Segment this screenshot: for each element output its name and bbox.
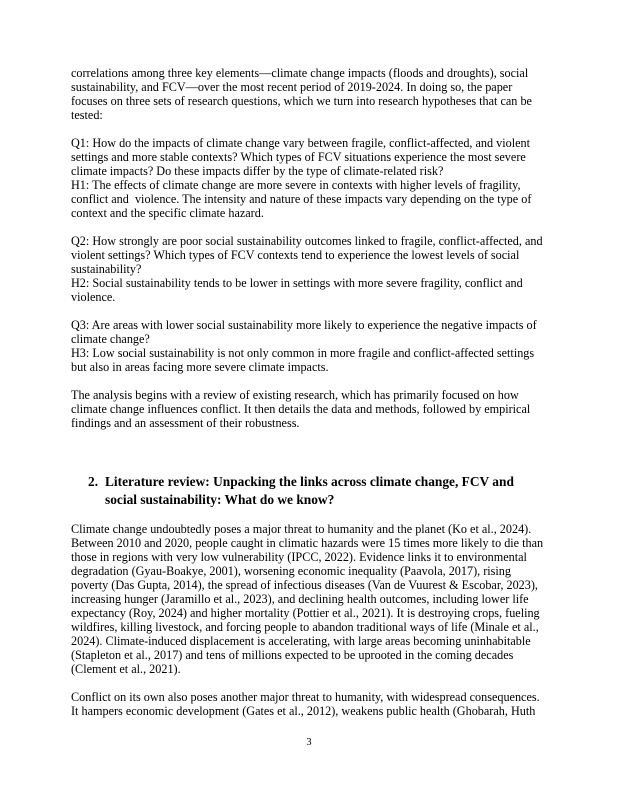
paragraph — [71, 522, 548, 676]
document-body — [71, 66, 548, 718]
text-run: correlations among three key elements—climate change impacts (floods and droughts), social sustainability, and FCV—over the most recent period of 2019-2024. In doing so, the paper focuses on three sets of research questions, which we turn into research hypotheses that can be tested: — [71, 66, 535, 122]
text-run: Q3: Are areas with lower social sustainability more likely to experience the negative impacts of climate change? — [71, 318, 540, 346]
paragraph — [71, 234, 548, 304]
section-title: Literature review: Unpacking the links across climate change, FCV and social sustainability: What do we know? — [105, 474, 514, 507]
text-run: Climate change undoubtedly poses a major threat to humanity and the planet (Ko et al., 2024). Between 2010 and 2020, people caught in climatic hazards were 15 times more likely to die than those in regions with very low vulnerability (IPCC, 2022). Evidence links it to environmental degradation (Gyau-Boakye, 2001), worsening economic inequality (Paavola, 2017), rising poverty (Das Gupta, 2014), the spread of infectious diseases (Van de Vuurest & Escobar, 2023), increasing hunger (Jaramillo et al., 2023), and declining health outcomes, including lower life expectancy (Roy, 2024) and higher mortality (Pottier et al., 2021). It is destroying crops, fueling wildfires, killing livestock, and forcing people to abandon traditional ways of life (Minale et al., 2024). Climate-induced displacement is accelerating, with large areas becoming uninhabitable (Stapleton et al., 2017) and tens of millions expected to be uprooted in the coming decades (Clement et al., 2021). — [71, 522, 547, 676]
text-run: H2: Social sustainability tends to be lower in settings with more severe fragility, conflict and violence. — [71, 276, 526, 304]
text-run: Q2: How strongly are poor social sustainability outcomes linked to fragile, conflict-affected, and violent settings? Which types of FCV contexts tend to experience the lowest levels of social sustainability? — [71, 234, 546, 276]
text-run: The analysis begins with a review of existing research, which has primarily focused on how climate change influences conflict. It then details the data and methods, followed by empirical findings and an assessment of their robustness. — [71, 388, 534, 430]
page-number: 3 — [306, 737, 312, 748]
text-run: H1: The effects of climate change are more severe in contexts with higher levels of fragility, conflict and violence. The intensity and nature of these impacts vary depending on the type of context and the specific climate hazard. — [71, 178, 535, 220]
paragraph — [71, 318, 548, 374]
paragraph — [71, 690, 548, 718]
section-number: 2. — [88, 474, 99, 489]
paragraph — [71, 388, 548, 430]
text-run: Q1: How do the impacts of climate change vary between fragile, conflict-affected, and violent settings and more stable contexts? Which types of FCV situations experience the most severe climate impacts? Do these impacts differ by the type of climate-related risk? — [71, 136, 534, 178]
text-run: Conflict on its own also poses another major threat to humanity, with widespread consequences. It hampers economic development (Gates et al., 2012), weakens public health (Ghobarah, Huth — [71, 690, 543, 718]
text-run: H3: Low social sustainability is not only common in more fragile and conflict-affected settings but also in areas facing more severe climate impacts. — [71, 346, 538, 374]
paragraph — [71, 66, 548, 122]
paragraph — [71, 136, 548, 220]
section-heading — [71, 473, 548, 508]
